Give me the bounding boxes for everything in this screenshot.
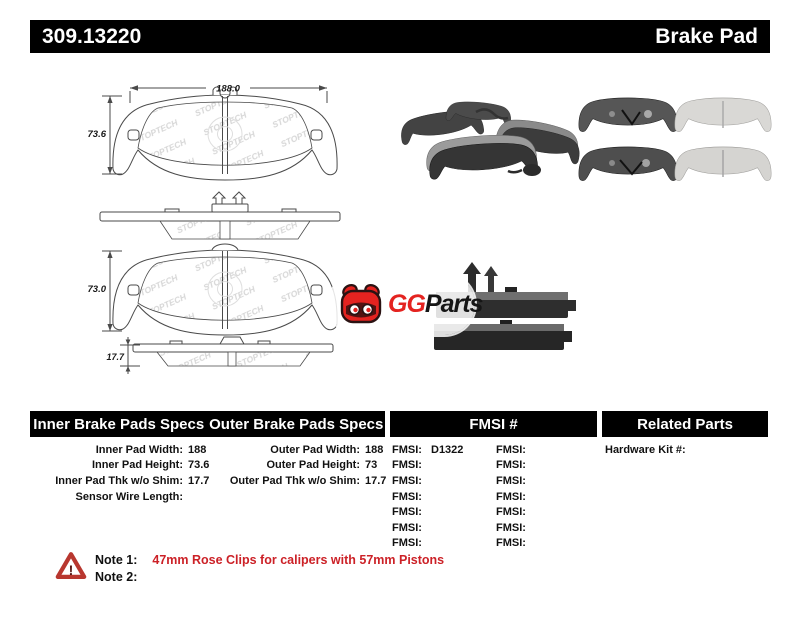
photo-brake-pad-set <box>579 98 771 181</box>
fmsi-row: FMSI: <box>496 537 526 550</box>
fmsi-row: FMSI: <box>392 537 422 550</box>
fmsi-row: FMSI: <box>392 506 422 519</box>
spec-row: Sensor Wire Length: <box>75 490 183 503</box>
fmsi-row: FMSI: <box>496 490 526 503</box>
outer-specs-column <box>215 442 415 489</box>
logo-gg: GG <box>388 290 425 318</box>
fmsi-row: FMSI: <box>392 459 422 472</box>
drawing-inner-pad-top-view <box>100 191 340 239</box>
drawing-inner-pad-front-view <box>113 87 337 180</box>
fmsi-row: FMSI: <box>392 521 422 534</box>
spec-row: Outer Pad Width: 188 <box>270 443 384 456</box>
fmsi-column-2 <box>496 442 535 551</box>
spec-row: Outer Pad Height: 73 <box>266 459 378 472</box>
fmsi-column-1 <box>392 442 463 551</box>
note-1-text: 47mm Rose Clips for calipers with 57mm Pistons <box>152 553 445 567</box>
fmsi-row: FMSI: <box>392 490 422 503</box>
note-1 <box>95 553 444 567</box>
part-number: 309.13220 <box>42 24 142 48</box>
spec-row: Outer Pad Thk w/o Shim: 17.7 <box>229 474 387 487</box>
fmsi-row: FMSI: <box>496 443 526 456</box>
outer-specs-header: Outer Brake Pads Specs <box>209 415 384 433</box>
fmsi-row: FMSI: <box>392 474 422 487</box>
fmsi-row: FMSI: <box>496 474 526 487</box>
fmsi-row: FMSI: <box>496 521 526 534</box>
spec-row: Inner Pad Height: 73.6 <box>91 459 210 472</box>
related-parts-column <box>605 442 691 458</box>
ggparts-logo <box>329 274 483 335</box>
header-bar <box>30 20 770 53</box>
dimension-outer-pad-thickness <box>106 337 140 374</box>
fmsi-row: FMSI: D1322 <box>392 443 464 456</box>
ggparts-logo-text <box>388 290 482 319</box>
ggparts-mascot-icon <box>338 282 384 328</box>
table-header-fmsi: FMSI # <box>390 411 597 437</box>
photo-loose-brake-pads <box>399 100 583 180</box>
table-header-related-parts: Related Parts <box>602 411 768 437</box>
inner-specs-column <box>30 442 235 504</box>
note-2 <box>95 570 152 584</box>
dimension-label-73-6: 73.6 <box>87 129 106 140</box>
fmsi-row: FMSI: <box>496 506 526 519</box>
svg-text:!: ! <box>68 561 74 578</box>
inner-specs-header: Inner Brake Pads Specs <box>33 415 205 433</box>
product-type-title: Brake Pad <box>655 24 758 48</box>
note-1-label: Note 1: <box>95 553 138 567</box>
logo-parts: Parts <box>424 290 483 318</box>
warning-icon <box>55 551 87 581</box>
dimension-label-17-7: 17.7 <box>106 352 124 362</box>
drawing-outer-pad-front-view <box>113 244 337 335</box>
spec-row: Inner Pad Thk w/o Shim: 17.7 <box>55 474 210 487</box>
spec-row: Inner Pad Width: 188 <box>95 443 207 456</box>
table-header-pad-specs <box>30 411 385 437</box>
drawing-outer-pad-side-view <box>133 337 333 366</box>
related-row: Hardware Kit #: <box>605 443 686 456</box>
dimension-label-73-0: 73.0 <box>87 284 106 295</box>
dimension-label-188: 188.0 <box>216 83 240 95</box>
note-2-label: Note 2: <box>95 570 138 584</box>
fmsi-row: FMSI: <box>496 459 526 472</box>
